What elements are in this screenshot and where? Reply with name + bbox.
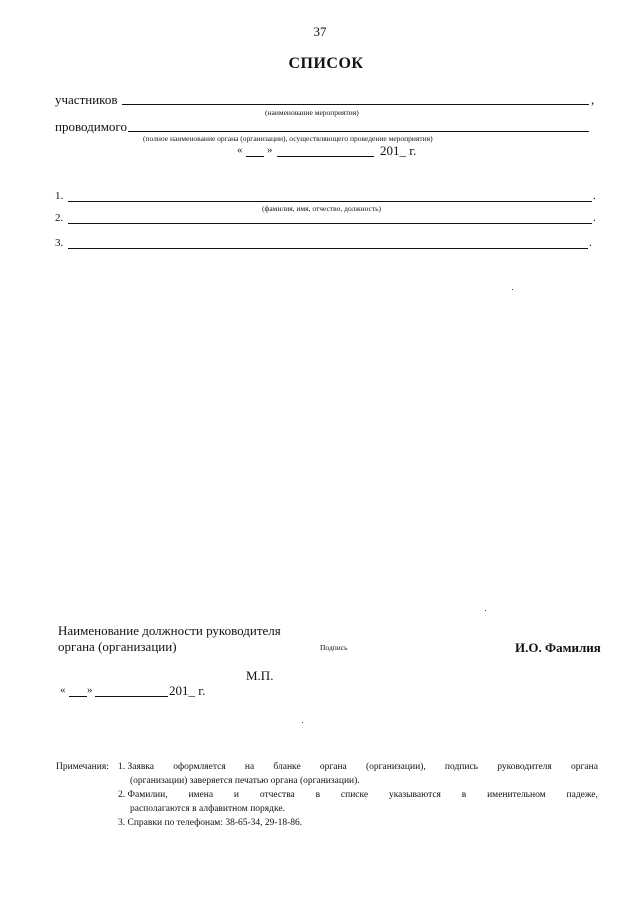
- note-word: в: [461, 790, 467, 800]
- note-word: падеже,: [566, 790, 598, 800]
- list-item-number: 3.: [55, 237, 64, 249]
- note-word: на: [244, 762, 255, 772]
- signature-date-open-quote: «: [60, 684, 66, 696]
- note-word: бланке: [273, 762, 301, 772]
- list-item-line-2[interactable]: [68, 223, 592, 224]
- participants-label: участников: [55, 92, 118, 107]
- date-close-quote: »: [267, 144, 273, 156]
- note-1-line-2: (организации) заверяется печатью органа (организации).: [130, 776, 360, 786]
- note-word: в: [315, 790, 321, 800]
- note-3: 3. Справки по телефонам: 38-65-34, 29-18-86.: [118, 818, 303, 828]
- date-month-line[interactable]: [277, 156, 374, 157]
- list-item-end: .: [593, 212, 596, 224]
- head-position-line1: Наименование должности руководителя: [58, 623, 281, 638]
- note-word: и: [233, 790, 239, 800]
- note-word: (организации),: [365, 762, 426, 772]
- signature-date-year: 201_ г.: [169, 683, 206, 698]
- list-item-end: .: [593, 190, 596, 202]
- note-2-line-2: располагаются в алфавитном порядке.: [130, 804, 285, 814]
- list-item-end: .: [589, 237, 592, 249]
- signature-date-day-line[interactable]: [69, 696, 87, 697]
- event-name-line[interactable]: [122, 104, 589, 105]
- organization-name-hint: (полное наименование органа (организации), осуществляющего проведение мероприятия): [143, 134, 433, 143]
- head-name: И.О. Фамилия: [515, 640, 601, 655]
- note-word: именительном: [487, 790, 546, 800]
- note-word: 2. Фамилии,: [118, 790, 168, 800]
- conducted-label: проводимого: [55, 119, 127, 134]
- note-word: имена: [188, 790, 214, 800]
- signature-date-month-line[interactable]: [95, 696, 168, 697]
- notes-label: Примечания:: [56, 762, 109, 772]
- note-word: указываются: [388, 790, 441, 800]
- list-item-number: 1.: [55, 190, 64, 202]
- list-item-number: 2.: [55, 212, 64, 224]
- note-2-line-1: [118, 788, 598, 802]
- date-open-quote: «: [237, 144, 243, 156]
- document-title: СПИСОК: [288, 55, 364, 72]
- page-number: 37: [313, 24, 327, 39]
- organization-name-line[interactable]: [128, 131, 589, 132]
- note-word: списке: [340, 790, 369, 800]
- note-word: отчества: [259, 790, 295, 800]
- note-word: подпись: [444, 762, 479, 772]
- event-name-hint: (наименование мероприятия): [265, 108, 359, 117]
- stamp-label: М.П.: [246, 668, 274, 683]
- scan-speck: [302, 722, 303, 723]
- date-year: 201_ г.: [380, 143, 417, 158]
- list-item-line-1[interactable]: [68, 201, 592, 202]
- note-word: органа: [571, 762, 598, 772]
- list-item-hint: (фамилия, имя, отчество, должность): [262, 204, 382, 213]
- note-word: 1. Заявка: [118, 762, 155, 772]
- signature-date-close-quote: »: [87, 684, 93, 696]
- signature-hint: Подпись: [320, 643, 348, 652]
- note-word: оформляется: [173, 762, 226, 772]
- scan-speck: [512, 289, 513, 290]
- list-item-line-3[interactable]: [68, 248, 588, 249]
- date-day-line[interactable]: [246, 156, 264, 157]
- note-1-line-1: [118, 760, 598, 774]
- scan-speck: [485, 610, 486, 611]
- note-word: органа: [319, 762, 347, 772]
- head-position-line2: органа (организации): [58, 639, 177, 654]
- participants-comma: ,: [591, 92, 595, 107]
- note-word: руководителя: [497, 762, 552, 772]
